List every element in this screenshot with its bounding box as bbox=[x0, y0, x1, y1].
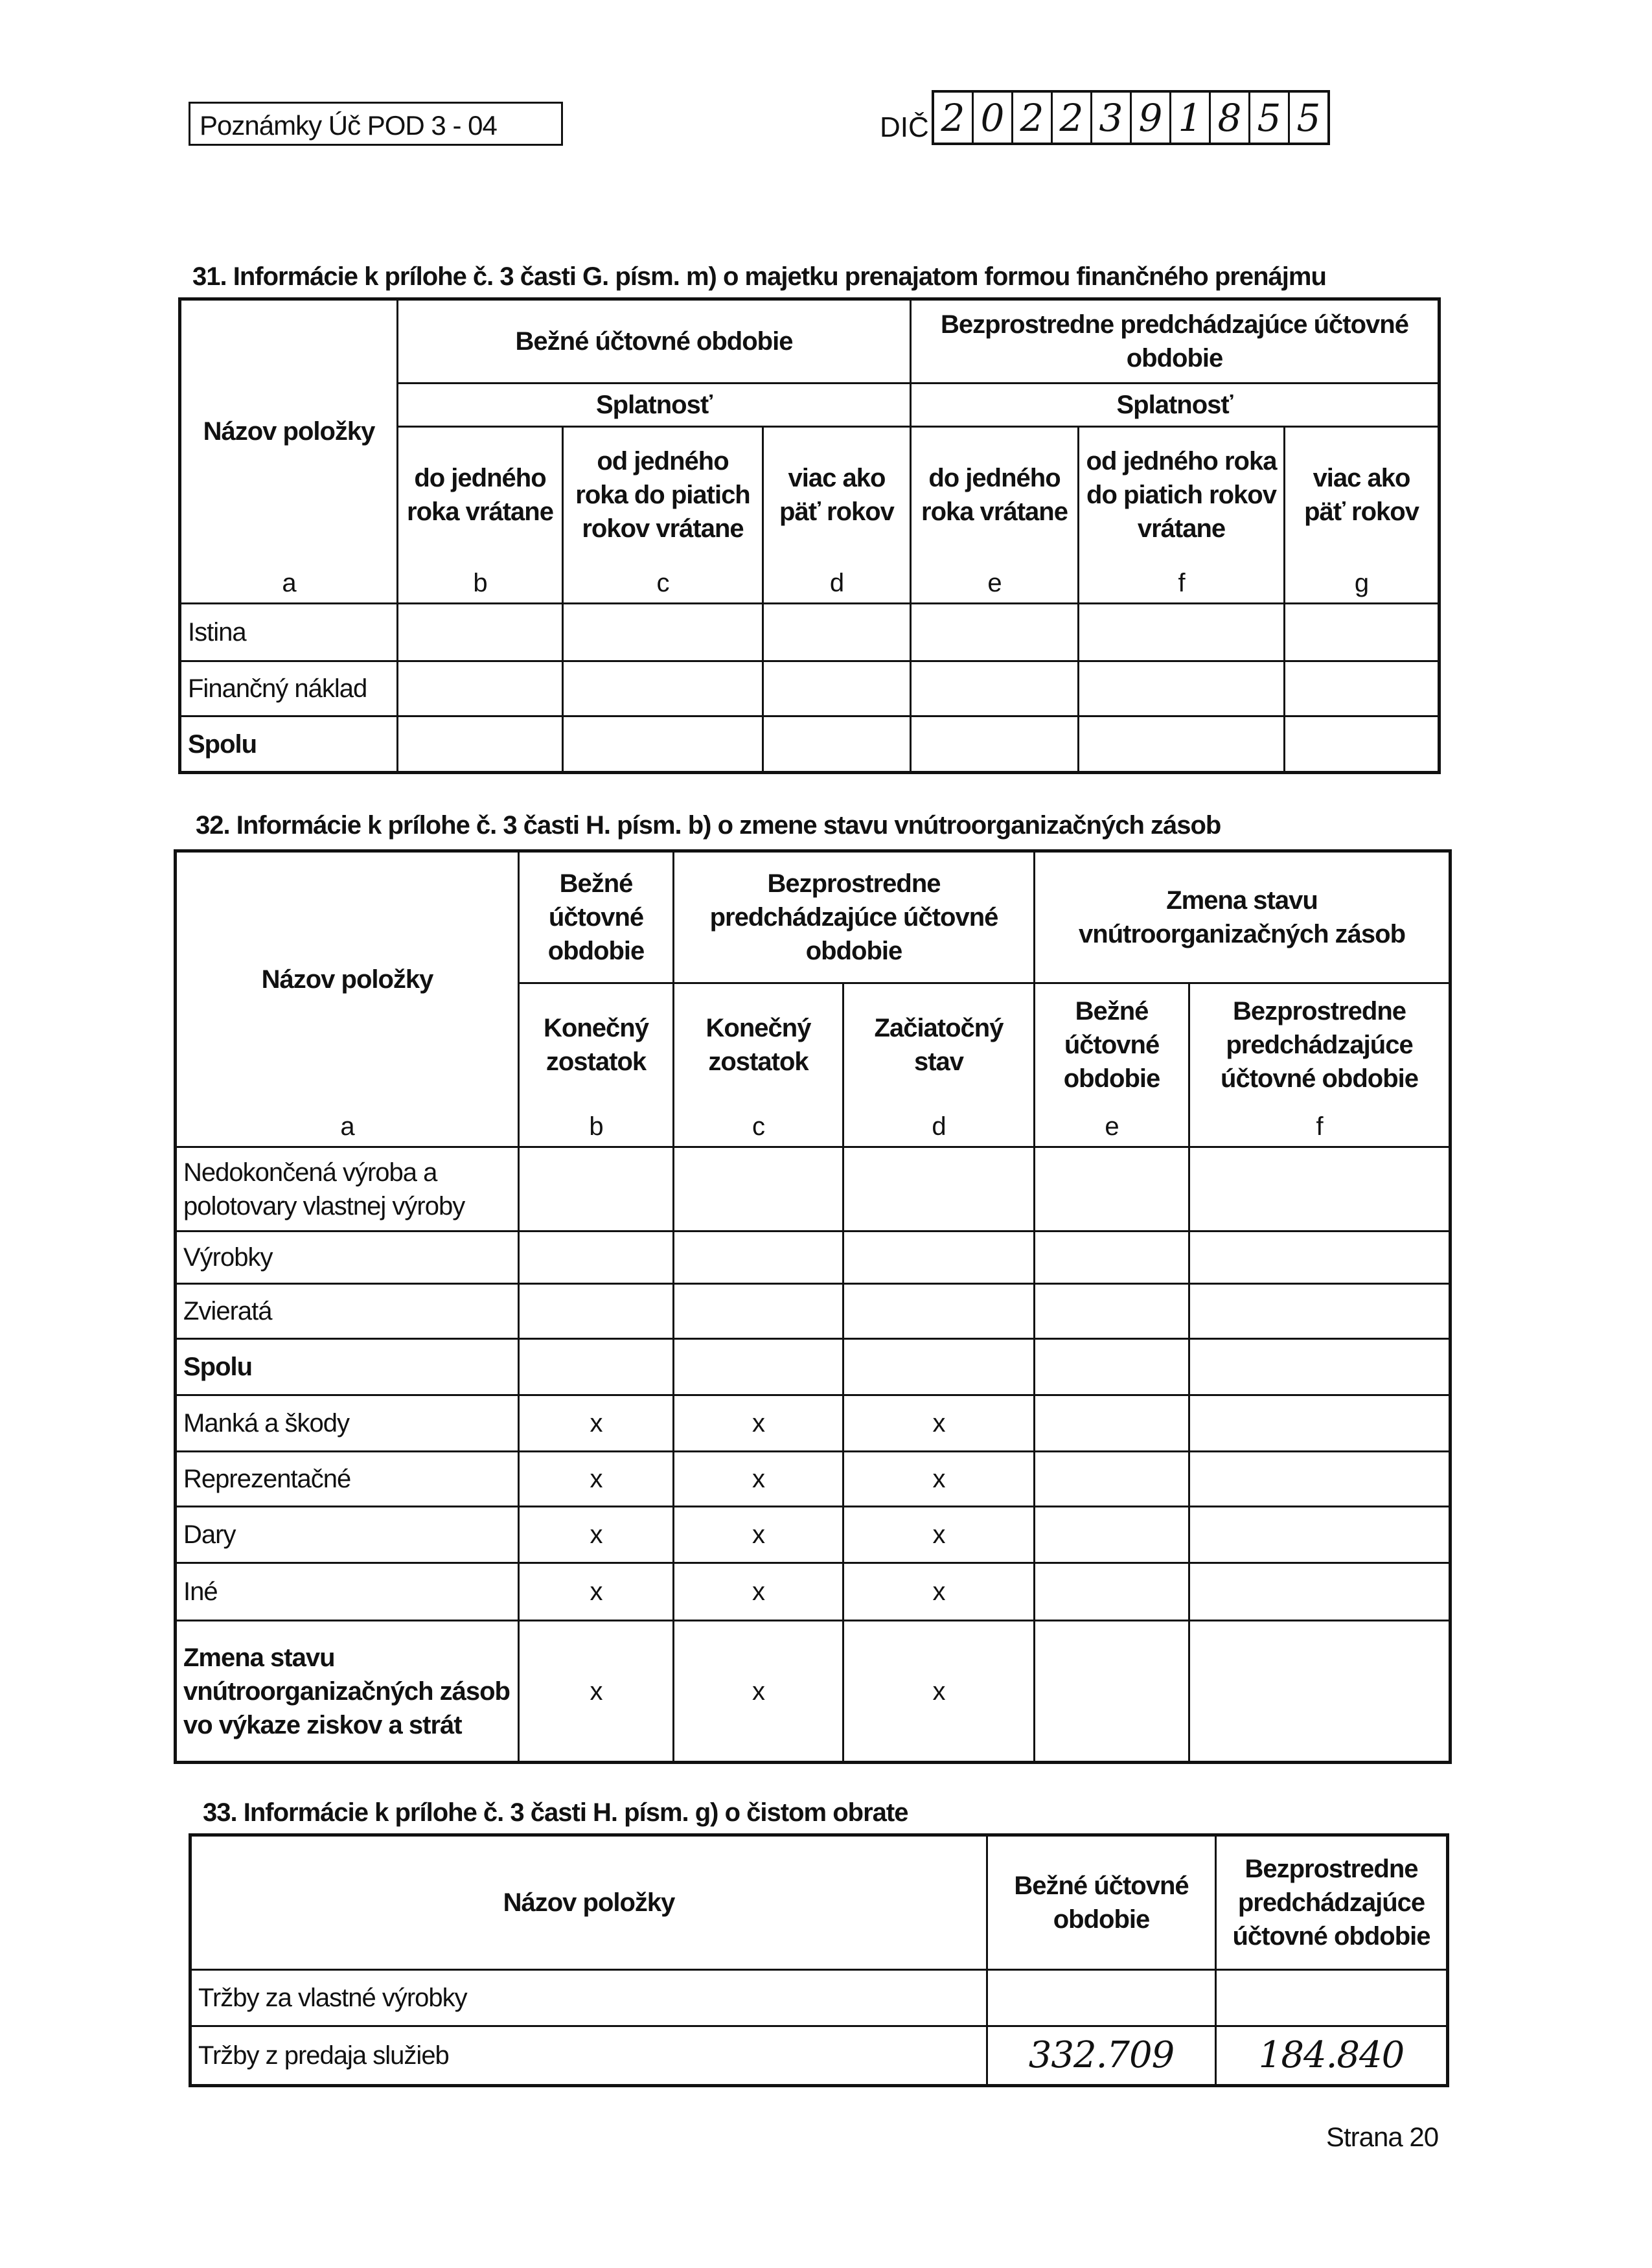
cell bbox=[1189, 1621, 1451, 1763]
x-mark: x bbox=[674, 1563, 843, 1621]
cell bbox=[911, 604, 1079, 661]
row-label: Tržby za vlastné výrobky bbox=[190, 1970, 987, 2026]
dic-digit: 2 bbox=[1053, 93, 1092, 143]
table-row bbox=[180, 604, 1440, 661]
cell bbox=[519, 1339, 674, 1395]
cell bbox=[519, 1231, 674, 1284]
column-letter: a bbox=[180, 563, 398, 604]
column-header: Bezprostredne predchádzajúce účtovné obdobie bbox=[1189, 983, 1451, 1106]
column-letter: c bbox=[674, 1106, 843, 1147]
cell bbox=[1189, 1231, 1451, 1284]
table-row bbox=[176, 1339, 1451, 1395]
column-letter: d bbox=[843, 1106, 1035, 1147]
column-letter: f bbox=[1189, 1106, 1451, 1147]
x-mark: x bbox=[674, 1621, 843, 1763]
dic-digit: 5 bbox=[1250, 93, 1290, 143]
dic-label: DIČ bbox=[880, 111, 929, 143]
cell bbox=[911, 661, 1079, 716]
cell bbox=[1035, 1231, 1189, 1284]
cell bbox=[1079, 716, 1285, 773]
x-mark: x bbox=[519, 1563, 674, 1621]
cell bbox=[563, 604, 763, 661]
cell bbox=[1285, 716, 1440, 773]
table-33 bbox=[189, 1833, 1449, 2087]
table-row bbox=[176, 1395, 1451, 1452]
row-label: Zvieratá bbox=[176, 1284, 519, 1339]
cell bbox=[398, 716, 563, 773]
table-row bbox=[176, 1147, 1451, 1231]
column-letter: b bbox=[519, 1106, 674, 1147]
row-label: Tržby z predaja služieb bbox=[190, 2026, 987, 2086]
column-header: do jedného roka vrátane bbox=[911, 427, 1079, 563]
cell bbox=[519, 1147, 674, 1231]
cell bbox=[1035, 1507, 1189, 1563]
column-header: do jedného roka vrátane bbox=[398, 427, 563, 563]
cell bbox=[843, 1339, 1035, 1395]
maturity-header: Splatnosť bbox=[398, 384, 911, 427]
x-mark: x bbox=[519, 1395, 674, 1452]
row-label: Iné bbox=[176, 1563, 519, 1621]
current-period-header: Bežné účtovné obdobie bbox=[987, 1835, 1216, 1970]
column-letter: e bbox=[911, 563, 1079, 604]
column-letter: g bbox=[1285, 563, 1440, 604]
cell bbox=[1035, 1452, 1189, 1507]
cell bbox=[1189, 1452, 1451, 1507]
column-header: Bežné účtovné obdobie bbox=[1035, 983, 1189, 1106]
cell bbox=[674, 1147, 843, 1231]
x-mark: x bbox=[843, 1621, 1035, 1763]
column-header: od jedného roka do piatich rokov vrátane bbox=[1079, 427, 1285, 563]
cell bbox=[1035, 1339, 1189, 1395]
cell bbox=[1189, 1395, 1451, 1452]
x-mark: x bbox=[674, 1507, 843, 1563]
dic-digit: 2 bbox=[934, 93, 974, 143]
x-mark: x bbox=[843, 1452, 1035, 1507]
cell bbox=[674, 1284, 843, 1339]
column-letter: c bbox=[563, 563, 763, 604]
section-32-title: 32. Informácie k prílohe č. 3 časti H. písm. b) o zmene stavu vnútroorganizačných zásob bbox=[196, 811, 1221, 840]
cell bbox=[1079, 604, 1285, 661]
row-label: Zmena stavu vnútroorganizačných zásob vo výkaze ziskov a strát bbox=[176, 1621, 519, 1763]
column-header: Konečný zostatok bbox=[519, 983, 674, 1106]
cell bbox=[1079, 661, 1285, 716]
row-label: Nedokončená výroba a polotovary vlastnej výroby bbox=[176, 1147, 519, 1231]
cell bbox=[1285, 661, 1440, 716]
maturity-header: Splatnosť bbox=[911, 384, 1440, 427]
dic-digit: 0 bbox=[974, 93, 1013, 143]
table-row bbox=[190, 1970, 1448, 2026]
column-letter: a bbox=[176, 1106, 519, 1147]
previous-period-header: Bezprostredne predchádzajúce účtovné obdobie bbox=[674, 851, 1035, 983]
cell bbox=[1035, 1563, 1189, 1621]
dic-digit: 5 bbox=[1296, 96, 1321, 140]
row-label: Spolu bbox=[176, 1339, 519, 1395]
cell bbox=[1189, 1563, 1451, 1621]
dic-digit: 3 bbox=[1092, 93, 1132, 143]
current-value bbox=[987, 1970, 1216, 2026]
column-letter: f bbox=[1079, 563, 1285, 604]
section-33-title: 33. Informácie k prílohe č. 3 časti H. písm. g) o čistom obrate bbox=[203, 1798, 908, 1827]
dic-digit: 8 bbox=[1211, 93, 1250, 143]
table-row bbox=[176, 1284, 1451, 1339]
column-letter: d bbox=[763, 563, 911, 604]
cell bbox=[519, 1284, 674, 1339]
cell bbox=[563, 661, 763, 716]
cell bbox=[911, 716, 1079, 773]
x-mark: x bbox=[843, 1395, 1035, 1452]
table-row bbox=[176, 1507, 1451, 1563]
x-mark: x bbox=[843, 1563, 1035, 1621]
previous-period-header: Bezprostredne predchádzajúce účtovné obdobie bbox=[911, 299, 1440, 384]
x-mark: x bbox=[519, 1507, 674, 1563]
column-header: Konečný zostatok bbox=[674, 983, 843, 1106]
cell bbox=[1035, 1395, 1189, 1452]
column-header: viac ako päť rokov bbox=[1285, 427, 1440, 563]
cell bbox=[1189, 1284, 1451, 1339]
table-row bbox=[190, 2026, 1448, 2086]
section-31-title: 31. Informácie k prílohe č. 3 časti G. písm. m) o majetku prenajatom formou finančného prenájmu bbox=[192, 262, 1326, 291]
table-32 bbox=[174, 849, 1452, 1764]
x-mark: x bbox=[674, 1452, 843, 1507]
column-header: viac ako päť rokov bbox=[763, 427, 911, 563]
form-label: Poznámky Úč POD 3 - 04 bbox=[189, 102, 563, 146]
table-row bbox=[176, 1563, 1451, 1621]
previous-value bbox=[1216, 1970, 1448, 2026]
x-mark: x bbox=[843, 1507, 1035, 1563]
row-label: Výrobky bbox=[176, 1231, 519, 1284]
column-header: od jedného roka do piatich rokov vrátane bbox=[563, 427, 763, 563]
dic-field bbox=[932, 90, 1330, 145]
column-letter: e bbox=[1035, 1106, 1189, 1147]
row-label: Istina bbox=[180, 604, 398, 661]
change-header: Zmena stavu vnútroorganizačných zásob bbox=[1035, 851, 1451, 983]
cell bbox=[398, 604, 563, 661]
cell bbox=[1035, 1147, 1189, 1231]
table-row bbox=[176, 1452, 1451, 1507]
x-mark: x bbox=[519, 1621, 674, 1763]
x-mark: x bbox=[519, 1452, 674, 1507]
cell bbox=[1035, 1284, 1189, 1339]
table-row bbox=[176, 1231, 1451, 1284]
dic-digit: 1 bbox=[1171, 93, 1211, 143]
table-row bbox=[176, 1621, 1451, 1763]
row-label: Spolu bbox=[180, 716, 398, 773]
cell bbox=[763, 661, 911, 716]
table-row bbox=[180, 716, 1440, 773]
column-letter: b bbox=[398, 563, 563, 604]
current-period-header: Bežné účtovné obdobie bbox=[519, 851, 674, 983]
cell bbox=[1189, 1507, 1451, 1563]
dic-digit: 2 bbox=[1013, 93, 1053, 143]
row-label: Reprezentačné bbox=[176, 1452, 519, 1507]
row-label: Finančný náklad bbox=[180, 661, 398, 716]
cell bbox=[674, 1231, 843, 1284]
cell bbox=[563, 716, 763, 773]
dic-digit: 9 bbox=[1132, 93, 1171, 143]
name-header: Názov položky bbox=[190, 1835, 987, 1970]
cell bbox=[1285, 604, 1440, 661]
cell bbox=[1189, 1339, 1451, 1395]
column-header: Začiatočný stav bbox=[843, 983, 1035, 1106]
table-31 bbox=[178, 297, 1441, 774]
cell bbox=[1035, 1621, 1189, 1763]
table-row bbox=[180, 661, 1440, 716]
x-mark: x bbox=[674, 1395, 843, 1452]
cell bbox=[674, 1339, 843, 1395]
cell bbox=[843, 1147, 1035, 1231]
row-label: Dary bbox=[176, 1507, 519, 1563]
row-label: Manká a škody bbox=[176, 1395, 519, 1452]
cell bbox=[843, 1231, 1035, 1284]
cell bbox=[763, 604, 911, 661]
previous-value: 184.840 bbox=[1216, 2026, 1448, 2086]
cell bbox=[843, 1284, 1035, 1339]
cell bbox=[763, 716, 911, 773]
name-header: Názov položky bbox=[176, 851, 519, 1106]
current-value: 332.709 bbox=[987, 2026, 1216, 2086]
current-period-header: Bežné účtovné obdobie bbox=[398, 299, 911, 384]
name-header: Názov položky bbox=[180, 299, 398, 563]
page-number: Strana 20 bbox=[1326, 2122, 1439, 2152]
cell bbox=[1189, 1147, 1451, 1231]
cell bbox=[398, 661, 563, 716]
previous-period-header: Bezprostredne predchádzajúce účtovné obdobie bbox=[1216, 1835, 1448, 1970]
